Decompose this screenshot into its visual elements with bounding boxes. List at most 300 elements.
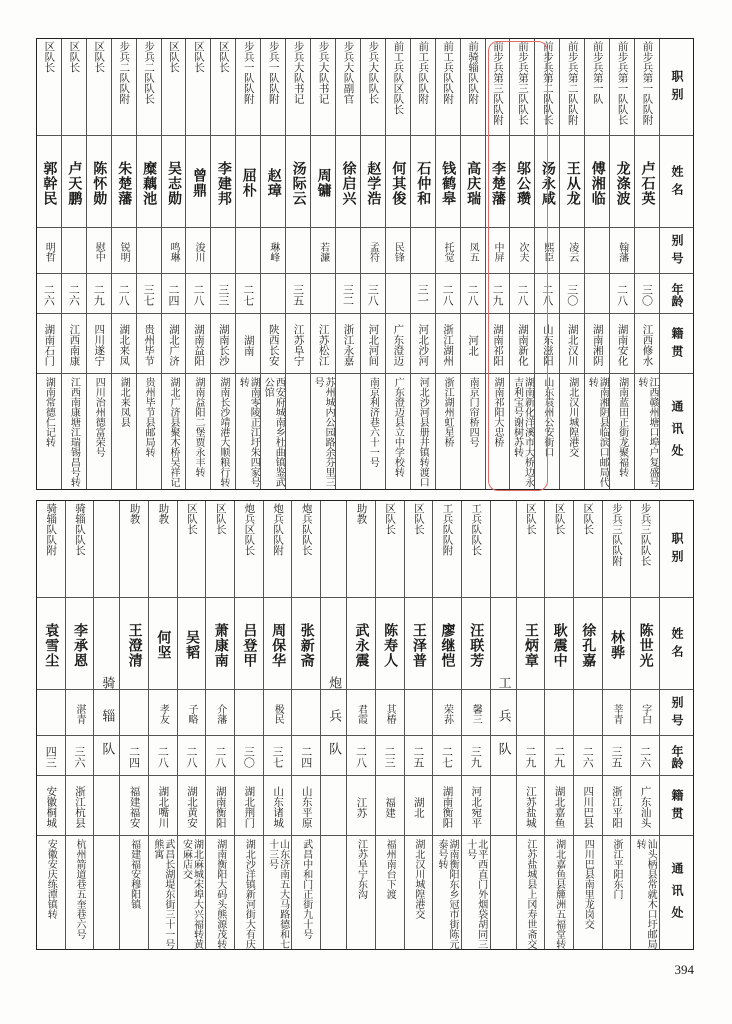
address-cell: 湖北汉川城隍港交 — [566, 377, 578, 457]
row-divider — [37, 135, 693, 136]
address-cell: 湖南蓝田正街龙聚福转 — [616, 377, 628, 477]
role-cell: 步兵二队队长 — [143, 41, 156, 104]
alias-cell: 孝友 — [157, 704, 169, 724]
role-cell: 步兵一队队附 — [267, 41, 280, 104]
age-cell: 三七 — [271, 746, 285, 768]
name-cell: 李建邦 — [215, 160, 232, 206]
roster-entry — [86, 39, 111, 489]
page-number: 394 — [674, 962, 694, 977]
role-cell: 前步兵第一队 — [591, 41, 604, 104]
native-place-cell: 山东滋阳 — [541, 324, 554, 366]
name-cell: 汪联芳 — [468, 622, 485, 668]
roster-entry — [573, 501, 602, 949]
address-cell: 汕头柄县常就木口圩邮局转 — [634, 839, 657, 949]
role-cell: 前步兵第二队队附 — [566, 41, 579, 125]
alias-cell — [405, 693, 433, 735]
age-cell: 二九 — [552, 746, 566, 768]
name-cell: 何坚 — [155, 630, 172, 660]
alias-cell — [211, 231, 235, 273]
alias-cell: 明哲 — [43, 242, 55, 262]
role-cell: 前步兵第三队队附 — [492, 41, 505, 125]
name-cell: 吕登甲 — [241, 622, 258, 668]
role-cell: 前步兵第三队队长 — [516, 41, 529, 125]
role-cell: 区队长 — [68, 41, 81, 73]
name-cell: 陈怀勋 — [91, 160, 108, 206]
roster-entry — [460, 39, 485, 489]
section-label: 骑辎队 — [99, 675, 115, 775]
address-cell: 湖北沙洋镇新河街大有庆 — [243, 839, 255, 949]
role-cell: 炮兵队队长 — [300, 503, 313, 556]
role-cell: 步兵大队书记 — [292, 41, 305, 104]
alias-cell: 馨三 — [470, 704, 482, 724]
alias-cell — [517, 693, 545, 735]
alias-cell: 托觉 — [442, 242, 454, 262]
address-cell: 四川治州德富荣号 — [93, 377, 105, 457]
native-place-cell: 湖南石门 — [43, 324, 56, 366]
name-cell: 高庆瑞 — [465, 160, 482, 206]
name-cell: 邬公瓒 — [514, 160, 531, 206]
age-cell: 二八 — [515, 284, 529, 306]
role-cell: 区队长 — [217, 41, 230, 73]
address-cell: 湖北嘉鱼县簰洲五福堂转 — [553, 839, 565, 949]
age-cell: 二八 — [213, 746, 227, 768]
alias-cell: 子略 — [186, 704, 198, 724]
alias-cell: 莘青 — [610, 704, 622, 724]
age-cell: 二八 — [540, 284, 554, 306]
address-cell: 湖南零陵正江圩朱四家号转 — [237, 377, 260, 487]
header-name: 姓名 — [670, 165, 684, 201]
age-cell: 二八 — [466, 284, 480, 306]
name-cell: 周镛 — [315, 168, 332, 198]
name-cell: 徐孔嘉 — [580, 622, 597, 668]
alias-cell: 翰藩 — [616, 242, 628, 262]
name-cell: 徐启兴 — [340, 160, 357, 206]
name-cell: 王澄清 — [126, 622, 143, 668]
role-cell: 前工兵队队附 — [442, 41, 455, 104]
native-place-cell: 湖南益阳 — [192, 324, 205, 366]
header-native: 籍贯 — [670, 327, 684, 363]
age-cell: 二九 — [523, 746, 537, 768]
address-cell: 湖南常德仁记转 — [43, 377, 55, 447]
name-cell: 王从龙 — [564, 160, 581, 206]
native-place-cell: 江苏 — [355, 796, 368, 818]
section-label: 工兵队 — [495, 675, 511, 775]
native-place-cell: 贵州毕节 — [143, 324, 156, 366]
roster-entry — [37, 39, 61, 489]
section-column — [320, 501, 346, 949]
name-cell: 周保华 — [270, 622, 287, 668]
address-cell: 江西南康塘江瑞锡昌号转 — [68, 377, 80, 487]
native-place-cell: 湖南 — [242, 334, 255, 356]
roster-entry — [205, 501, 234, 949]
role-cell: 步兵一队队附 — [242, 41, 255, 104]
roster-entry — [263, 501, 292, 949]
age-cell — [585, 277, 609, 313]
address-cell: 湖南祁阳大忠桥 — [492, 377, 504, 447]
age-cell: 三〇 — [565, 284, 579, 306]
name-cell: 曾鼎 — [190, 168, 207, 198]
roster-columns-bottom — [37, 501, 693, 949]
native-place-cell: 浙江湖州 — [442, 324, 455, 366]
roster-columns-top — [37, 39, 693, 489]
alias-cell: 孟符 — [367, 242, 379, 262]
highlight-marker — [488, 41, 548, 491]
native-place-cell: 湖南衡阳 — [441, 786, 454, 828]
address-cell: 杭州箭道巷五奎巷六号 — [73, 839, 85, 939]
native-place-cell: 湖北黄安 — [186, 786, 199, 828]
role-cell: 前步兵第一队队附 — [641, 41, 654, 125]
roster-entry — [291, 501, 320, 949]
native-place-cell: 湖北嘴川 — [157, 786, 170, 828]
name-cell: 龙涤波 — [614, 160, 631, 206]
age-cell: 二八 — [441, 284, 455, 306]
native-place-cell: 江苏松江 — [317, 324, 330, 366]
age-cell: 三一 — [416, 284, 430, 306]
alias-cell — [286, 231, 310, 273]
name-cell: 朱楚藩 — [116, 160, 133, 206]
role-cell: 区队长 — [214, 503, 227, 535]
address-cell: 武昌中和门正街九十号 — [300, 839, 312, 939]
native-place-cell: 江苏盐城 — [524, 786, 537, 828]
name-cell: 吴志勋 — [166, 160, 183, 206]
alias-cell: 极民 — [272, 704, 284, 724]
row-divider — [37, 273, 693, 274]
name-cell: 糜藕池 — [141, 160, 158, 206]
section-column — [490, 501, 516, 949]
age-cell: 三八 — [366, 284, 380, 306]
age-cell: 三〇 — [640, 284, 654, 306]
roster-entry — [65, 501, 94, 949]
native-place-cell: 福建 — [384, 796, 397, 818]
alias-cell — [585, 231, 609, 273]
native-place-cell: 广东汕头 — [639, 786, 652, 828]
role-cell: 区队长 — [412, 503, 425, 535]
row-divider — [37, 775, 693, 776]
address-cell: 苏州城内公园路余芬里三号 — [312, 377, 335, 487]
address-cell: 湖北麻城宋埠大兴福转黄安麻店交 — [180, 839, 203, 949]
name-cell: 汤际云 — [290, 160, 307, 206]
age-cell: 三六 — [72, 746, 86, 768]
age-cell: 三九 — [469, 746, 483, 768]
roster-entry — [360, 39, 385, 489]
native-place-cell: 山东平原 — [300, 786, 313, 828]
native-place-cell: 河北沙河 — [417, 324, 430, 366]
header-address: 通讯处 — [670, 862, 684, 928]
address-cell: 湖北汉川城隍港交 — [412, 839, 424, 919]
header-alias: 别号 — [670, 234, 684, 270]
age-cell: 二七 — [241, 284, 255, 306]
native-place-cell: 江西修水 — [641, 324, 654, 366]
address-cell: 安徽安庆练潭镇转 — [45, 839, 57, 919]
roster-table-top — [36, 38, 694, 490]
address-cell: 江苏盐城县上冈寿世斋交 — [524, 839, 536, 949]
age-cell: 二五 — [411, 746, 425, 768]
native-place-cell: 湖北嘉鱼 — [553, 786, 566, 828]
age-cell: 二八 — [156, 746, 170, 768]
header-address: 通讯处 — [670, 400, 684, 466]
row-divider — [37, 313, 693, 314]
role-cell: 区队长 — [93, 41, 106, 73]
roster-entry — [119, 501, 148, 949]
age-cell: 二八 — [117, 284, 131, 306]
role-cell: 炮兵队队附 — [272, 503, 285, 556]
age-cell: 二六 — [67, 284, 81, 306]
alias-cell: 君霞 — [355, 704, 367, 724]
native-place-cell: 河北河间 — [367, 324, 380, 366]
address-cell: 西安府城南乡杜曲镇鉴武公馆 — [262, 377, 285, 487]
roster-entry — [461, 501, 490, 949]
roster-entry — [630, 501, 659, 949]
role-cell: 步兵大队书记 — [317, 41, 330, 104]
age-cell: 三〇 — [242, 746, 256, 768]
roster-entry — [234, 501, 263, 949]
row-divider — [37, 597, 693, 598]
roster-entry — [148, 501, 177, 949]
alias-cell: 次夫 — [516, 242, 528, 262]
alias-cell — [292, 693, 320, 735]
role-cell: 前步兵第一队队长 — [616, 41, 629, 125]
age-cell: 三七 — [142, 284, 156, 306]
native-place-cell: 浙江杭县 — [73, 786, 86, 828]
header-native: 籍贯 — [670, 789, 684, 825]
row-divider — [37, 735, 693, 736]
alias-cell: 民锋 — [392, 242, 404, 262]
name-cell: 耿震中 — [551, 622, 568, 668]
native-place-cell: 江西南康 — [68, 324, 81, 366]
address-cell — [286, 377, 310, 489]
name-cell: 赵学浩 — [365, 160, 382, 206]
address-cell: 南京门帘桥四号 — [467, 377, 479, 447]
role-cell: 步兵三队队长 — [639, 503, 652, 566]
age-cell: 二四 — [127, 746, 141, 768]
roster-entry — [404, 501, 433, 949]
native-place-cell: 湖北广济 — [168, 324, 181, 366]
header-age: 年龄 — [670, 745, 684, 769]
header-role: 职别 — [670, 532, 684, 568]
roster-entry — [37, 501, 65, 949]
name-cell: 廖继恺 — [439, 622, 456, 668]
name-cell: 傅湘临 — [589, 160, 606, 206]
alias-cell: 中屏 — [492, 242, 504, 262]
name-cell: 王炳章 — [522, 622, 539, 668]
address-cell: 江苏阜宁东沟 — [355, 839, 367, 899]
native-place-cell: 河北 — [467, 334, 480, 356]
address-cell: 湖北广济县聚木桥吴祥记 — [168, 377, 180, 487]
address-cell: 贵州毕节县邮局转 — [143, 377, 155, 457]
roster-entry — [602, 501, 631, 949]
roster-entry — [346, 501, 375, 949]
name-cell: 郭幹民 — [41, 160, 58, 206]
name-cell: 萧康南 — [212, 622, 229, 668]
alias-cell — [574, 693, 602, 735]
age-cell — [261, 277, 285, 313]
role-cell: 助教 — [128, 503, 141, 524]
row-divider — [37, 689, 693, 690]
roster-entry — [177, 501, 206, 949]
roster-entry — [61, 39, 86, 489]
native-place-cell: 陕西长安 — [267, 324, 280, 366]
native-place-cell: 浙江永嘉 — [342, 324, 355, 366]
alias-cell: 鸣琳 — [168, 242, 180, 262]
header-column — [659, 501, 693, 949]
roster-entry — [432, 501, 461, 949]
native-place-cell: 湖南湘阴 — [591, 324, 604, 366]
section-column — [93, 501, 119, 949]
address-cell: 南京利济巷六十一号 — [367, 377, 379, 467]
role-cell: 步兵三队队附 — [610, 503, 623, 566]
role-cell: 步兵大队队长 — [367, 41, 380, 104]
role-cell: 步兵二队队附 — [118, 41, 131, 104]
native-place-cell: 湖北来凤 — [118, 324, 131, 366]
alias-cell — [235, 693, 263, 735]
name-cell: 陈世光 — [637, 622, 654, 668]
name-cell: 卢石英 — [639, 160, 656, 206]
roster-entry — [260, 39, 285, 489]
age-cell: 三三 — [216, 284, 230, 306]
alias-cell: 熙臣 — [541, 242, 553, 262]
name-cell: 卢天鹏 — [66, 160, 83, 206]
alias-cell — [635, 231, 659, 273]
age-cell: 四三 — [44, 746, 58, 768]
role-cell: 区队长 — [384, 503, 397, 535]
roster-entry — [410, 39, 435, 489]
role-cell: 助教 — [157, 503, 170, 524]
age-cell: 二三 — [383, 746, 397, 768]
native-place-cell: 福建福安 — [128, 786, 141, 828]
age-cell: 二四 — [167, 284, 181, 306]
native-place-cell: 湖南安化 — [616, 324, 629, 366]
alias-cell: 凤五 — [467, 242, 479, 262]
roster-entry — [185, 39, 210, 489]
roster-entry — [584, 39, 609, 489]
native-place-cell: 四川遂宁 — [93, 324, 106, 366]
role-cell: 工兵队队长 — [470, 503, 483, 556]
name-cell: 李楚藩 — [490, 160, 507, 206]
age-cell: 二九 — [491, 284, 505, 306]
address-cell — [336, 377, 360, 489]
age-cell: 二四 — [299, 746, 313, 768]
header-column — [659, 39, 693, 489]
roster-entry — [136, 39, 161, 489]
header-alias: 别号 — [670, 696, 684, 732]
alias-cell — [236, 231, 260, 273]
native-place-cell: 四川巴县 — [582, 786, 595, 828]
age-cell: 三五 — [291, 284, 305, 306]
header-age: 年龄 — [670, 283, 684, 307]
role-cell: 区队长 — [582, 503, 595, 535]
native-place-cell: 湖北 — [412, 796, 425, 818]
native-place-cell: 广东澄迈 — [392, 324, 405, 366]
native-place-cell: 江苏阜宁 — [292, 324, 305, 366]
role-cell: 骑辎队队长 — [73, 503, 86, 556]
roster-entry — [161, 39, 186, 489]
role-cell: 助教 — [355, 503, 368, 524]
native-place-cell: 浙江平阳 — [610, 786, 623, 828]
age-cell: 三五 — [609, 746, 623, 768]
name-cell: 王泽普 — [410, 622, 427, 668]
age-cell: 二六 — [581, 746, 595, 768]
address-cell: 湖南衡阳大码头熊源茂转 — [214, 839, 226, 949]
address-cell: 福建福安穆阳镇 — [128, 839, 140, 909]
alias-cell: 若濂 — [317, 242, 329, 262]
alias-cell — [120, 693, 148, 735]
native-place-cell: 湖北荆门 — [243, 786, 256, 828]
name-cell: 吴韬 — [184, 630, 201, 660]
role-cell: 区队长 — [186, 503, 199, 535]
age-cell: 二八 — [185, 746, 199, 768]
native-place-cell: 河北宛平 — [470, 786, 483, 828]
age-cell: 三二 — [341, 284, 355, 306]
alias-cell — [62, 231, 86, 273]
header-role: 职别 — [670, 70, 684, 106]
alias-cell: 其椿 — [384, 704, 396, 724]
native-place-cell: 湖南长沙 — [217, 324, 230, 366]
role-cell: 步兵大队副官 — [342, 41, 355, 104]
alias-cell: 字白 — [639, 704, 651, 724]
alias-cell: 凌云 — [566, 242, 578, 262]
address-cell: 浙江平阳东门 — [610, 839, 622, 899]
age-cell: 二七 — [440, 746, 454, 768]
alias-cell: 琳峰 — [267, 242, 279, 262]
name-cell: 袁雪尘 — [43, 622, 60, 668]
alias-cell: 锐明 — [118, 242, 130, 262]
role-cell: 骑辎队队附 — [45, 503, 58, 556]
name-cell: 钱鹤皋 — [440, 160, 457, 206]
address-cell: 北平西直门外烟袋胡同三十号 — [464, 839, 487, 949]
role-cell: 区队长 — [43, 41, 56, 73]
roster-entry — [111, 39, 136, 489]
age-cell: 二九 — [92, 284, 106, 306]
role-cell: 前工兵队队附 — [417, 41, 430, 104]
address-cell: 湖南湘阴县临滨口邮局代转 — [586, 377, 609, 487]
roster-table-bottom — [36, 500, 694, 950]
row-divider — [37, 835, 693, 836]
row-divider — [37, 227, 693, 228]
address-cell: 湖南益阳二堡贾永丰转 — [192, 377, 204, 477]
age-cell — [311, 277, 335, 313]
alias-cell — [411, 231, 435, 273]
native-place-cell: 安徽桐城 — [45, 786, 58, 828]
address-cell: 湖南衡阳东乡冠市街陈元泰号转 — [436, 839, 459, 949]
role-cell: 工兵队队附 — [441, 503, 454, 556]
address-cell: 福州南台下渡 — [384, 839, 396, 899]
name-cell: 武永震 — [353, 622, 370, 668]
name-cell: 汤永咸 — [539, 160, 556, 206]
address-cell: 湖南长沙靖港大顺粮行转 — [217, 377, 229, 487]
address-cell: 山东济南五大马路德和七十三号 — [266, 839, 289, 949]
native-place-cell: 山东诸城 — [272, 786, 285, 828]
alias-cell: 介藩 — [214, 704, 226, 724]
roster-entry — [609, 39, 634, 489]
alias-cell: 慰中 — [93, 242, 105, 262]
alias-cell: 荣荪 — [441, 704, 453, 724]
alias-cell — [137, 231, 161, 273]
header-name: 姓名 — [670, 627, 684, 663]
address-cell: 江西赣州塘口埠户复盛号转 — [636, 377, 659, 487]
role-cell: 区队长 — [168, 41, 181, 73]
roster-entry — [435, 39, 460, 489]
age-cell: 二八 — [354, 746, 368, 768]
name-cell: 李承恩 — [71, 622, 88, 668]
address-cell: 武昌长湖堤东街三十一号熊寓 — [151, 839, 174, 949]
roster-entry — [516, 501, 545, 949]
name-cell: 屈朴 — [240, 168, 257, 198]
role-cell: 区队长 — [192, 41, 205, 73]
age-cell: 二六 — [638, 746, 652, 768]
address-cell: 湖北来凤县 — [118, 377, 130, 427]
alias-cell: 浚川 — [192, 242, 204, 262]
role-cell: 前步兵第二队队长 — [541, 41, 554, 125]
